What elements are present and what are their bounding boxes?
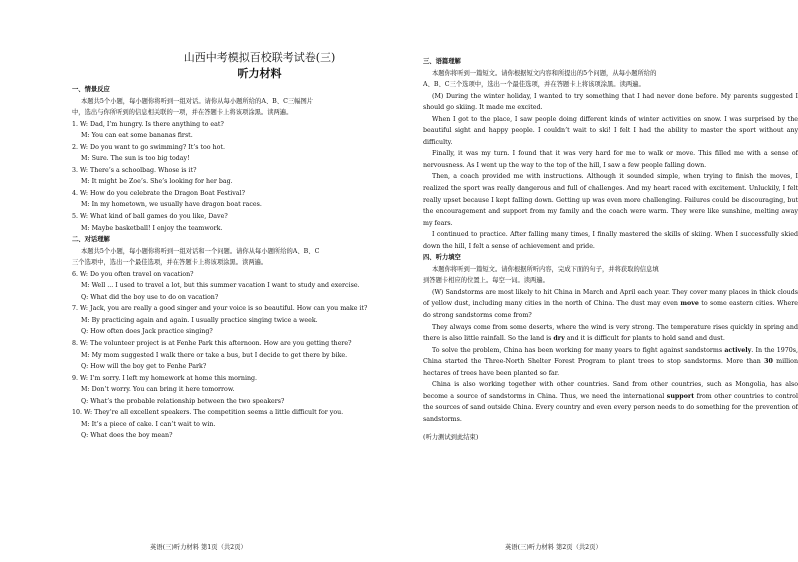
dialogue-line: M: By practicing again and again. I usually practice singing twice a week.	[81, 316, 318, 324]
dialogue-line: 3. W: There’s a schoolbag. Whose is it?	[72, 166, 197, 174]
dialogue-line: 1. W: Dad, I’m hungry. Is there anything to eat?	[72, 120, 224, 128]
passage-paragraph: When I got to the place, I saw people doing different kinds of winter activities on snow. I was surprised by the beautiful sight and happy people. I couldn’t wait to ski! I felt I had the ability to master the sport without any difficulty.	[423, 115, 798, 146]
dialogue-line: Q: How will the boy get to Fenhe Park?	[81, 363, 207, 371]
passage-text: . In the 1970s, China started the Three-North Shelter Forest Program to plant trees to stop sandstorms. More than	[423, 346, 798, 366]
section4-heading: 四、听力填空	[423, 254, 461, 262]
section4-instruction: 本题你将听到一篇短文。请你根据所听内容，完成下面的句子，并将获取的信息填	[432, 265, 659, 273]
passage-text: million hectares of trees have been planted so far.	[423, 358, 798, 377]
answer-keyword: 30	[764, 358, 773, 366]
answer-keyword: dry	[553, 335, 565, 343]
section4-instruction: 到答题卡相应的位置上。每空一词。读两遍。	[423, 277, 549, 285]
section1-instruction: 中，选出与你所听到的信息相关联的一项，并在答题卡上将该项涂黑。读两遍。	[72, 109, 293, 117]
exam-title: 山西中考模拟百校联考试卷(三)	[183, 51, 336, 64]
passage-text: from other countries to control the sources of sand outside China. Every country and even every person needs to do something for the prevention of sandstorms.	[423, 392, 798, 423]
passage-paragraph	[423, 287, 798, 322]
dialogue-line: M: Don’t worry. You can bring it here tomorrow.	[81, 386, 235, 394]
dialogue-line: 8. W: The volunteer project is at Fenhe Park this afternoon. How are you getting there?	[72, 340, 352, 348]
page-one-footer: 英语(三)听力材料 第1页（共2页）	[150, 544, 247, 551]
dialogue-line: M: My mom suggested I walk there or take a bus, but I decide to get there by bike.	[81, 351, 348, 359]
passage-paragraphs	[423, 91, 798, 253]
passage-paragraph: I continued to practice. After falling many times, I finally mastered the skills of skiing. When I successfully skied down the hill, I felt a sense of achievement and pride.	[423, 231, 798, 250]
answer-keyword: support	[666, 392, 695, 400]
passage-text: They always come from some deserts, where the wind is very strong. The temperature rises quickly in spring and there is also little rainfall. So the land is	[423, 323, 798, 343]
section2-instruction: 三个选项中，选出一个最佳选项，并在答题卡上将该项涂黑。读两遍。	[72, 259, 268, 267]
dialogue-line: M: It’s a piece of cake. I can’t wait to win.	[81, 420, 216, 428]
passage-paragraph	[423, 379, 798, 425]
dialogue-line: 4. W: How do you celebrate the Dragon Boat Festival?	[72, 189, 245, 197]
passage-paragraph: (M) During the winter holiday, I wanted to try something that I had never done before. My parents suggested I should go skiing. It made me excited.	[423, 92, 798, 112]
dialogue-line: M: In my hometown, we usually have dragon boat races.	[81, 201, 262, 209]
dialogue-line: Q: What did the boy use to do on vacation?	[81, 293, 219, 301]
section2-heading: 二、对话理解	[72, 236, 110, 244]
answer-keyword: move	[680, 300, 699, 308]
exam-subtitle: 听力材料	[237, 67, 282, 80]
passage-text: and it is difficult for plants to hold sand and dust.	[564, 335, 725, 343]
dialogue-line: M: It might be Zoe’s. She’s looking for her bag.	[81, 178, 233, 186]
dialogue-line: M: Maybe basketball! I enjoy the teamwork.	[81, 224, 223, 232]
passage-paragraph	[423, 345, 798, 380]
passage-text: China is also working together with other countries. Sand from other countries, such as Mongolia, has also become a source of sandstorms in China. Thus, we need the international	[423, 381, 798, 400]
dialogue-line: Q: How often does Jack practice singing?	[81, 328, 213, 336]
page-one	[72, 50, 447, 442]
passage-paragraph	[423, 322, 798, 345]
dialogue-line: 10. W: They’re all excellent speakers. The competition seems a little difficult for you.	[72, 409, 344, 417]
passage-paragraph: Then, a coach provided me with instructions. Although it sounded simple, when trying to finish the moves, I realized the sport was really dangerous and full of challenges. And my heart raced with excitement. Unluckily, I felt really upset because I kept falling down. Getting up was even more challenging. Failures could be discouraging, but the encouragement and support from my family and the coach were warm. They were like sunshine, melting away my fears.	[423, 173, 798, 227]
section3-instruction: 本题你将听到一篇短文。请你根据短文内容和所提出的5个问题，从每小题所给的	[432, 69, 657, 77]
passage-text: (W) Sandstorms are most likely to hit China in March and April each year. They cover many places in thick clouds of yellow dust, including many cities in the north of China. The dust may even	[423, 288, 798, 308]
sandstorm-passage	[423, 287, 798, 426]
dialogue-line: 9. W: I’m sorry. I left my homework at home this morning.	[72, 374, 258, 382]
section1-heading: 一、情景反应	[72, 86, 110, 93]
section2-instruction: 本题共5个小题，每小题你将听到一组对话和一个问题。请你从每小题所给的A、B、C	[81, 247, 320, 255]
passage-text: to some eastern cities. Where do strong sandstorms come from?	[423, 300, 798, 320]
dialogue-line: M: Well ... I used to travel a lot, but this summer vacation I want to study and exercise.	[81, 282, 360, 290]
answer-keyword: actively	[724, 346, 752, 354]
dialogue-line: 7. W: Jack, you are really a good singer and your voice is so beautiful. How can you make it?	[72, 305, 368, 313]
section3-heading: 三、语篇理解	[423, 58, 461, 65]
dialogue-line: 2. W: Do you want to go swimming? It’s too hot.	[72, 143, 225, 151]
page-two-footer: 英语(三)听力材料 第2页（共2页）	[505, 544, 602, 551]
section3-instruction: A、B、C三个选项中，选出一个最佳选项，并在答题卡上将该项涂黑。读两遍。	[423, 81, 645, 89]
dialogue-line: M: You can eat some bananas first.	[81, 132, 193, 140]
end-note: (听力测试到此结束)	[423, 433, 479, 441]
dialogue-line: 6. W: Do you often travel on vacation?	[72, 270, 194, 278]
dialogue-line: Q: What’s the probable relationship between the two speakers?	[81, 397, 285, 405]
passage-text: To solve the problem, China has been working for many years to fight against sandstorms	[432, 346, 725, 354]
dialogue-line: M: Sure. The sun is too big today!	[81, 155, 190, 163]
page-two	[423, 56, 798, 443]
dialogue-line: 5. W: What kind of ball games do you like, Dave?	[72, 213, 228, 221]
section1-instruction: 本题共5个小题，每小题你将听到一组对话。请你从每小题所给的A、B、C三幅图片	[81, 97, 314, 105]
passage-paragraph: Finally, it was my turn. I found that it was very hard for me to walk or move. This filled me with a sense of nervousness. As I went up the way to the top of the hill, I saw a few people falling down.	[423, 150, 798, 169]
dialogue-line: Q: What does the boy mean?	[81, 432, 173, 440]
